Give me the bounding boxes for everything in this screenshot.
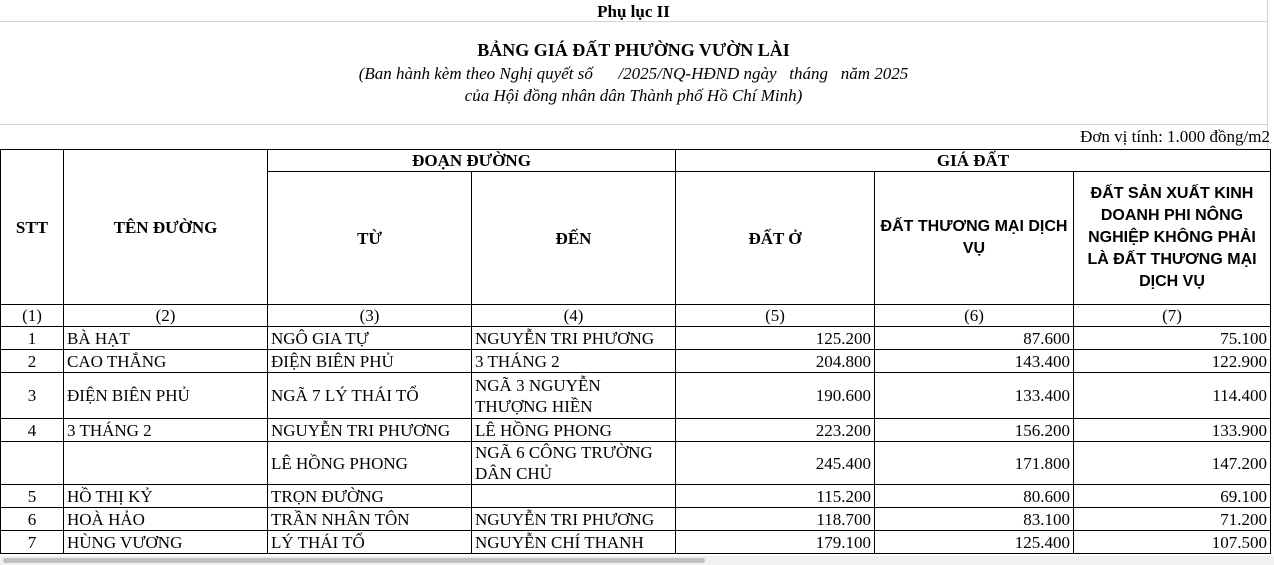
horizontal-scrollbar[interactable] [0, 556, 1274, 565]
cell-gridline [0, 124, 1267, 125]
row-commercial-price: 133.400 [875, 373, 1074, 419]
row-commercial-price: 83.100 [875, 508, 1074, 531]
row-street [64, 442, 268, 485]
row-commercial-price: 80.600 [875, 485, 1074, 508]
row-to: 3 THÁNG 2 [472, 350, 676, 373]
row-from: LÝ THÁI TỔ [268, 531, 472, 554]
document-title: BẢNG GIÁ ĐẤT PHƯỜNG VƯỜN LÀI [477, 40, 790, 60]
row-to: NGÃ 6 CÔNG TRƯỜNG DÂN CHỦ [472, 442, 676, 485]
land-price-table [0, 149, 1271, 554]
row-commercial-price: 171.800 [875, 442, 1074, 485]
row-from: NGÃ 7 LÝ THÁI TỔ [268, 373, 472, 419]
header-commercial: ĐẤT THƯƠNG MẠI DỊCH VỤ [875, 172, 1074, 305]
issuing-authority: của Hội đồng nhân dân Thành phố Hồ Chí Minh) [464, 86, 803, 105]
row-residential-price: 118.700 [676, 508, 875, 531]
row-residential-price: 125.200 [676, 327, 875, 350]
row-residential-price: 190.600 [676, 373, 875, 419]
header-to: ĐẾN [472, 172, 676, 305]
row-street: HÙNG VƯƠNG [64, 531, 268, 554]
row-residential-price: 245.400 [676, 442, 875, 485]
row-stt: 7 [1, 531, 64, 554]
table-row [1, 531, 1271, 554]
row-nonagri-price: 147.200 [1074, 442, 1271, 485]
row-commercial-price: 87.600 [875, 327, 1074, 350]
row-stt: 4 [1, 419, 64, 442]
row-from: LÊ HỒNG PHONG [268, 442, 472, 485]
column-number: (4) [472, 305, 676, 327]
row-from: NGUYỄN TRI PHƯƠNG [268, 419, 472, 442]
unit-label: Đơn vị tính: 1.000 đồng/m2 [1080, 127, 1270, 146]
row-to [472, 485, 676, 508]
row-street: CAO THẮNG [64, 350, 268, 373]
column-number: (1) [1, 305, 64, 327]
row-from: ĐIỆN BIÊN PHỦ [268, 350, 472, 373]
row-to: LÊ HỒNG PHONG [472, 419, 676, 442]
row-stt: 5 [1, 485, 64, 508]
row-street: HOÀ HẢO [64, 508, 268, 531]
row-from: TRỌN ĐƯỜNG [268, 485, 472, 508]
table-row [1, 350, 1271, 373]
row-stt: 2 [1, 350, 64, 373]
row-street: ĐIỆN BIÊN PHỦ [64, 373, 268, 419]
row-stt: 3 [1, 373, 64, 419]
document-subtitle: (Ban hành kèm theo Nghị quyết số /2025/NQ-HĐND ngày tháng năm 2025 [358, 64, 909, 83]
row-stt [1, 442, 64, 485]
row-to: NGÃ 3 NGUYỄN THƯỢNG HIỀN [472, 373, 676, 419]
row-from: TRẦN NHÂN TÔN [268, 508, 472, 531]
header-street: TÊN ĐƯỜNG [64, 150, 268, 305]
row-residential-price: 115.200 [676, 485, 875, 508]
row-commercial-price: 143.400 [875, 350, 1074, 373]
header-residential: ĐẤT Ở [676, 172, 875, 305]
column-number: (6) [875, 305, 1074, 327]
row-street: BÀ HẠT [64, 327, 268, 350]
table-row [1, 327, 1271, 350]
appendix-label: Phụ lục II [597, 2, 670, 21]
row-stt: 1 [1, 327, 64, 350]
row-to: NGUYỄN TRI PHƯƠNG [472, 508, 676, 531]
row-stt: 6 [1, 508, 64, 531]
table-row [1, 485, 1271, 508]
column-number: (7) [1074, 305, 1271, 327]
row-nonagri-price: 71.200 [1074, 508, 1271, 531]
table-row [1, 419, 1271, 442]
table-row [1, 373, 1271, 419]
row-commercial-price: 125.400 [875, 531, 1074, 554]
row-residential-price: 179.100 [676, 531, 875, 554]
column-number-row [1, 305, 1271, 327]
header-nonagri: ĐẤT SẢN XUẤT KINH DOANH PHI NÔNG NGHIỆP KHÔNG PHẢI LÀ ĐẤT THƯƠNG MẠI DỊCH VỤ [1074, 172, 1271, 305]
header-price: GIÁ ĐẤT [676, 150, 1271, 172]
header-row [1, 150, 1271, 172]
row-nonagri-price: 133.900 [1074, 419, 1271, 442]
column-number: (3) [268, 305, 472, 327]
row-nonagri-price: 114.400 [1074, 373, 1271, 419]
row-street: 3 THÁNG 2 [64, 419, 268, 442]
row-residential-price: 223.200 [676, 419, 875, 442]
column-number: (2) [64, 305, 268, 327]
row-nonagri-price: 69.100 [1074, 485, 1271, 508]
table-row [1, 508, 1271, 531]
header-segment: ĐOẠN ĐƯỜNG [268, 150, 676, 172]
header-from: TỪ [268, 172, 472, 305]
row-residential-price: 204.800 [676, 350, 875, 373]
scrollbar-thumb[interactable] [3, 558, 705, 563]
row-street: HỒ THỊ KỶ [64, 485, 268, 508]
header-stt: STT [1, 150, 64, 305]
column-number: (5) [676, 305, 875, 327]
table-row [1, 442, 1271, 485]
row-to: NGUYỄN CHÍ THANH [472, 531, 676, 554]
row-commercial-price: 156.200 [875, 419, 1074, 442]
row-nonagri-price: 107.500 [1074, 531, 1271, 554]
row-nonagri-price: 122.900 [1074, 350, 1271, 373]
row-from: NGÔ GIA TỰ [268, 327, 472, 350]
row-nonagri-price: 75.100 [1074, 327, 1271, 350]
row-to: NGUYỄN TRI PHƯƠNG [472, 327, 676, 350]
